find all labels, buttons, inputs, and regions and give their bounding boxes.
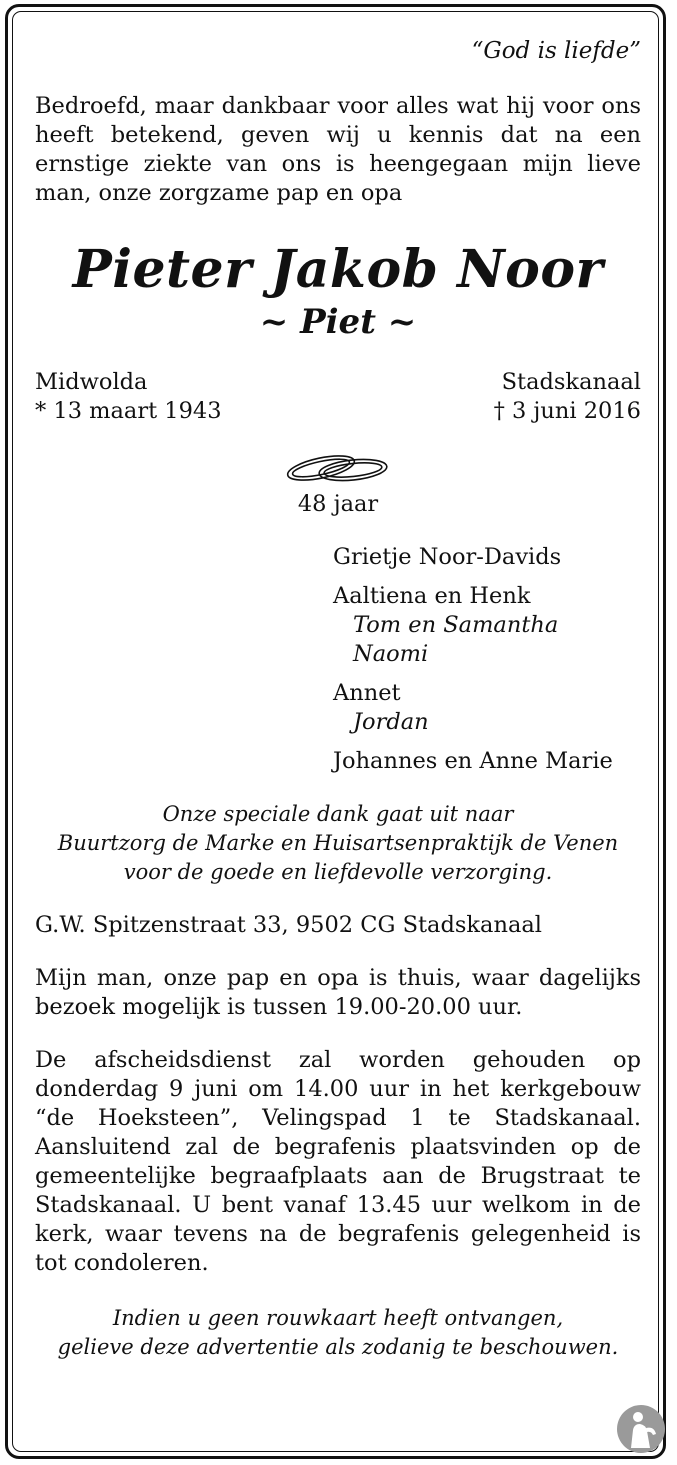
- death-date: † 3 juni 2016: [493, 398, 641, 424]
- closing-line: Indien u geen rouwkaart heeft ontvangen,: [112, 1306, 564, 1330]
- wedding-rings-icon: [283, 448, 393, 488]
- motto: “God is liefde”: [471, 38, 641, 64]
- intro-text: Bedroefd, maar dankbaar voor alles wat hij voor ons heeft betekend, geven wij u kennis dat na een ernstige ziekte van ons is heengegaan mijn lieve man, onze zorgzame pap en opa: [35, 93, 641, 206]
- family-group: [333, 747, 641, 776]
- family-member: Aaltiena en Henk: [333, 583, 531, 609]
- deceased-name: Pieter Jakob Noor: [72, 239, 604, 300]
- family-group: [333, 582, 641, 669]
- family-group: [333, 543, 641, 572]
- death-place: Stadskanaal: [501, 369, 641, 395]
- thanks-line: Onze speciale dank gaat uit naar: [162, 802, 514, 826]
- birth-place: Midwolda: [35, 369, 148, 395]
- closing-note: [35, 1304, 641, 1362]
- family-list: [333, 543, 641, 776]
- deceased-nickname: ~ Piet ~: [259, 302, 417, 342]
- publisher-logo-icon: [616, 1404, 666, 1454]
- family-member: Annet: [333, 680, 401, 706]
- service-info: De afscheidsdienst zal worden gehouden op donderdag 9 juni om 14.00 uur in het kerkgebouw “de Hoeksteen”, Velingspad 1 te Stadskanaal. Aansluitend zal de begrafenis plaatsvinden op de gemeentelijke begraafplaats aan de Brugstraat te Stadskanaal. U bent vanaf 13.45 uur welkom in de kerk, waar tevens na de begrafenis gelegenheid is tot condoleren.: [35, 1047, 641, 1276]
- home-address: G.W. Spitzenstraat 33, 9502 CG Stadskanaal: [35, 912, 542, 938]
- marriage-years: 48 jaar: [297, 491, 379, 517]
- grandchild: Naomi: [353, 641, 429, 667]
- thanks-note: [35, 800, 641, 887]
- life-dates: [35, 368, 641, 426]
- birth-date: * 13 maart 1943: [35, 398, 222, 424]
- family-member: Grietje Noor-Davids: [333, 544, 562, 570]
- thanks-line: voor de goede en liefdevolle verzorging.: [123, 860, 553, 884]
- family-group: [333, 679, 641, 737]
- closing-line: gelieve deze advertentie als zodanig te beschouwen.: [57, 1335, 619, 1359]
- obituary-notice: [35, 30, 641, 1362]
- visiting-info: Mijn man, onze pap en opa is thuis, waar dagelijks bezoek mogelijk is tussen 19.00-20.00 uur.: [35, 965, 641, 1020]
- death-info: [494, 368, 641, 426]
- birth-info: [35, 368, 222, 426]
- family-member: Johannes en Anne Marie: [333, 748, 613, 774]
- grandchild: Tom en Samantha: [353, 612, 559, 638]
- thanks-line: Buurtzorg de Marke en Huisartsenpraktijk de Venen: [57, 831, 619, 855]
- grandchild: Jordan: [353, 709, 429, 735]
